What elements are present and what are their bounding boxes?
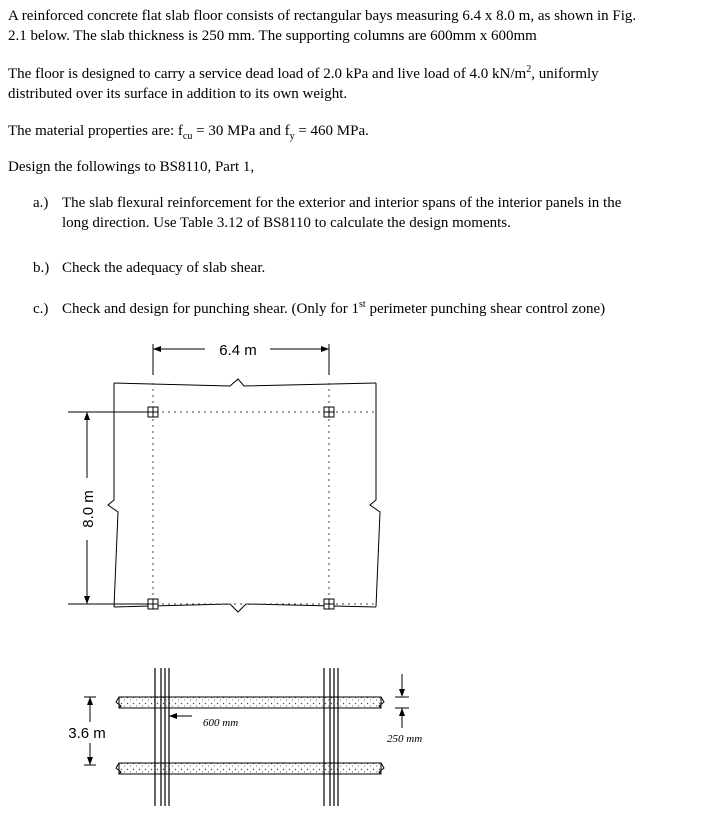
task-c-superscript: st: [359, 299, 366, 310]
slab-right-edge: [370, 383, 380, 607]
width-label: 6.4 m: [219, 342, 257, 359]
height-label: 8.0 m: [80, 490, 97, 528]
loads-text-a: The floor is designed to carry a service dead load of 2.0 kPa and live load of 4.0 kN/m: [8, 66, 527, 82]
slab-section-lower: [119, 763, 381, 774]
materials-text-b: = 30 MPa and f: [192, 123, 290, 139]
loads-line-2: distributed over its surface in addition to its own weight.: [8, 86, 348, 102]
slab-thickness-label: 250 mm: [387, 733, 423, 745]
materials-sub-y: y: [289, 131, 295, 142]
section-columns: [155, 668, 338, 806]
intro-line-1: A reinforced concrete flat slab floor consists of rectangular bays measuring 6.4 x 8.0 m, as shown in Fig.: [8, 8, 637, 24]
materials-text-c: = 460 MPa.: [294, 123, 369, 139]
width-dimension: [153, 342, 329, 375]
section-view: [68, 668, 422, 806]
slab-left-edge: [108, 383, 118, 607]
arrowhead-left: [153, 346, 161, 352]
loads-superscript: 2: [526, 64, 532, 75]
design-intro: Design the followings to BS8110, Part 1,: [8, 159, 255, 175]
task-a-line-1: The slab flexural reinforcement for the exterior and interior spans of the interior panels in the: [62, 195, 622, 211]
storey-height-label: 3.6 m: [68, 725, 106, 742]
intro-line-2: 2.1 below. The slab thickness is 250 mm. The supporting columns are 600mm x 600mm: [8, 28, 537, 44]
materials-text-a: The material properties are: f: [8, 123, 183, 139]
task-b-line-1: Check the adequacy of slab shear.: [62, 260, 266, 276]
task-b-marker: b.): [33, 260, 50, 276]
materials-sub-cu: cu: [182, 131, 193, 142]
task-a-line-2: long direction. Use Table 3.12 of BS8110 to calculate the design moments.: [62, 215, 511, 231]
task-c-marker: c.): [33, 301, 49, 317]
arrowhead-down: [84, 596, 90, 604]
plan-columns: [148, 407, 334, 609]
arrowhead-right: [321, 346, 329, 352]
column-size-label: 600 mm: [203, 717, 239, 729]
task-a-marker: a.): [33, 195, 49, 211]
height-dimension: [68, 412, 150, 604]
task-c-text-b: perimeter punching shear control zone): [365, 301, 606, 317]
arrowhead-up: [84, 412, 90, 420]
loads-text-b: , uniformly: [531, 66, 599, 82]
slab-section-upper: [119, 697, 381, 708]
task-c-text-a: Check and design for punching shear. (Only for 1: [62, 301, 360, 317]
